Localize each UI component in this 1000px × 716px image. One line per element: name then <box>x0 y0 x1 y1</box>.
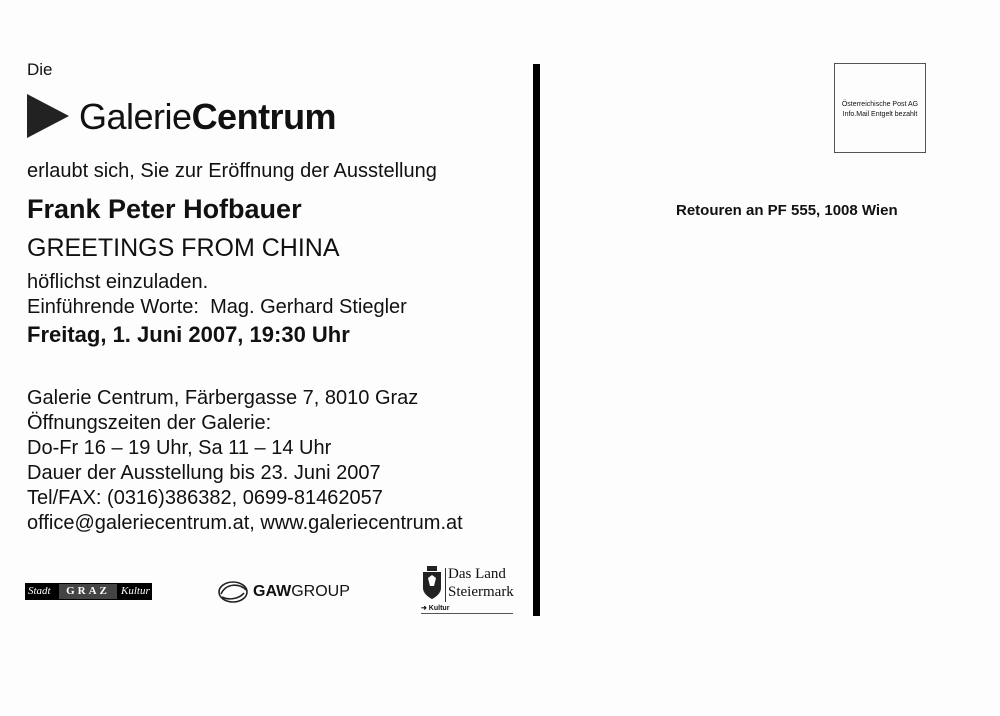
hours-label: Öffnungszeiten der Galerie: <box>27 412 272 434</box>
steiermark-kultur: ➜ Kultur <box>421 605 450 612</box>
phone-fax: Tel/FAX: (0316)386382, 0699-81462057 <box>27 487 383 509</box>
postage-box <box>834 63 926 153</box>
steiermark-line1: Das Land <box>448 566 506 582</box>
return-address: Retouren an PF 555, 1008 Wien <box>676 202 898 219</box>
postage-line1: Österreichische Post AG <box>841 101 919 108</box>
postage-line2: Info.Mail Entgelt bezahlt <box>842 111 918 118</box>
opening-date: Freitag, 1. Juni 2007, 19:30 Uhr <box>27 322 350 347</box>
land-steiermark-logo <box>421 566 515 616</box>
artist-name: Frank Peter Hofbauer <box>27 194 302 224</box>
logo-wordmark: GalerieCentrum <box>79 96 337 137</box>
address: Galerie Centrum, Färbergasse 7, 8010 Graz <box>27 387 419 409</box>
speech-line: Einführende Worte: Mag. Gerhard Stiegler <box>27 296 407 318</box>
gaw-swirl-icon <box>216 577 250 607</box>
exhibition-duration: Dauer der Ausstellung bis 23. Juni 2007 <box>27 462 381 484</box>
opening-hours: Do-Fr 16 – 19 Uhr, Sa 11 – 14 Uhr <box>27 437 332 459</box>
graz-logo-right: Kultur <box>121 585 150 597</box>
gallery-info <box>27 386 463 536</box>
steiermark-crest-icon <box>421 566 443 600</box>
graz-logo-left: Stadt <box>28 585 51 597</box>
steiermark-line2: Steiermark <box>448 584 514 600</box>
gaw-wordmark: GAWGROUP <box>253 583 350 600</box>
stadt-graz-kultur-logo <box>25 583 152 600</box>
polite-line: höflichst einzuladen. <box>27 271 209 293</box>
email-web: office@galeriecentrum.at, www.galeriecentrum.at <box>27 512 463 534</box>
triangle-icon <box>27 94 69 138</box>
exhibition-title: GREETINGS FROM CHINA <box>27 234 340 262</box>
invite-line: erlaubt sich, Sie zur Eröffnung der Ausstellung <box>27 160 437 182</box>
postcard-divider <box>533 64 540 616</box>
steiermark-divider <box>445 568 446 602</box>
graz-logo-middle: GRAZ <box>59 584 117 599</box>
intro-text: Die <box>27 60 53 79</box>
steiermark-underline <box>421 613 513 614</box>
gaw-group-logo <box>216 577 356 607</box>
